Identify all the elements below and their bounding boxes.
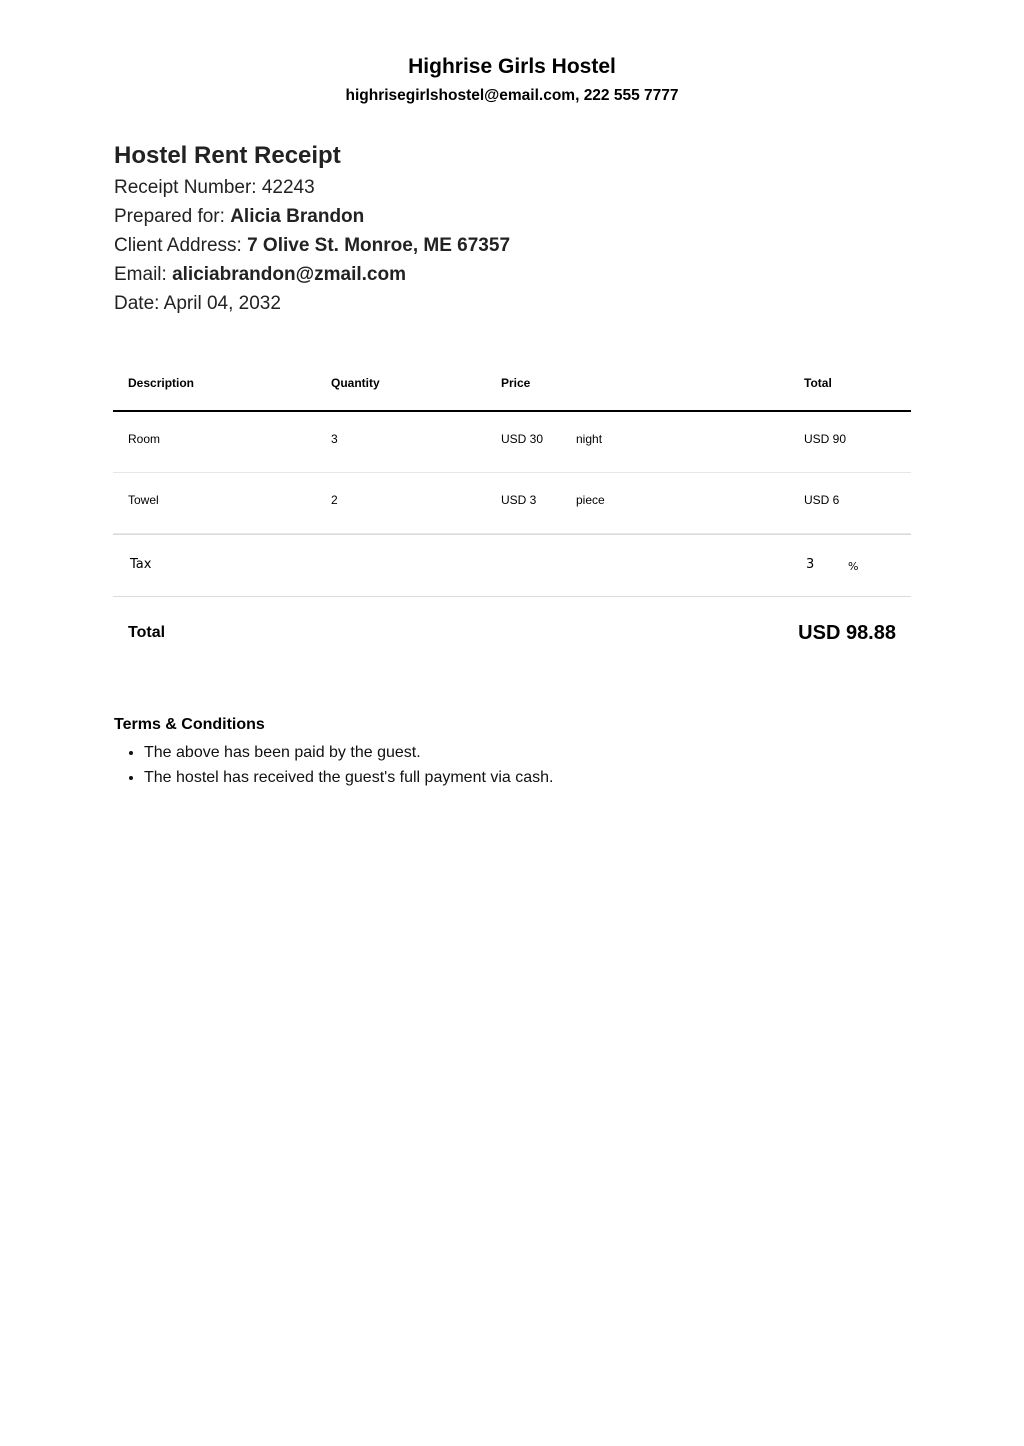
column-header-total: Total	[804, 376, 832, 390]
row-description: Room	[128, 432, 161, 446]
date-line	[114, 291, 281, 317]
date-label: Date:	[114, 293, 160, 314]
row-description: Towel	[128, 493, 159, 507]
grand-total-label: Total	[128, 624, 166, 641]
receipt-number-line	[114, 175, 315, 201]
column-header-quantity: Quantity	[331, 376, 380, 390]
date-value: April 04, 2032	[163, 293, 281, 314]
email-line	[114, 262, 406, 288]
row-quantity: 3	[331, 432, 338, 446]
receipt-number-value: 42243	[261, 177, 315, 198]
organization-name: Highrise Girls Hostel	[408, 55, 616, 78]
column-header-description: Description	[128, 376, 195, 390]
table-row	[113, 472, 911, 534]
client-address-line	[114, 233, 510, 259]
row-price: USD 30	[501, 432, 544, 446]
row-total: USD 90	[804, 432, 847, 446]
list-item: • The hostel has received the guest's full payment via cash.	[144, 765, 554, 790]
document-title: Hostel Rent Receipt	[114, 142, 341, 169]
email-label: Email:	[114, 264, 167, 285]
list-item: • The above has been paid by the guest.	[144, 740, 554, 765]
row-unit: night	[576, 432, 603, 446]
grand-total-value: USD 98.88	[798, 622, 896, 644]
prepared-for-label: Prepared for:	[114, 206, 225, 227]
tax-percent-unit: %	[848, 560, 859, 573]
prepared-for-line	[114, 204, 364, 230]
prepared-for-value: Alicia Brandon	[230, 206, 365, 227]
row-total: USD 6	[804, 493, 840, 507]
client-address-value: 7 Olive St. Monroe, ME 67357	[247, 235, 511, 256]
tax-label: Tax	[130, 557, 152, 572]
client-address-label: Client Address:	[114, 235, 242, 256]
table-header	[113, 364, 911, 412]
terms-list	[114, 740, 554, 790]
column-header-price: Price	[501, 376, 531, 390]
table-row	[113, 411, 911, 473]
grand-total-row	[113, 597, 911, 677]
receipt-number-label: Receipt Number:	[114, 177, 257, 198]
row-quantity: 2	[331, 493, 338, 507]
email-value: aliciabrandon@zmail.com	[172, 264, 406, 285]
organization-contact: highrisegirlshostel@email.com, 222 555 7777	[345, 87, 679, 104]
tax-value: 3	[806, 557, 815, 572]
terms-title: Terms & Conditions	[114, 716, 265, 733]
row-unit: piece	[576, 493, 605, 507]
tax-row	[113, 534, 911, 597]
row-price: USD 3	[501, 493, 537, 507]
